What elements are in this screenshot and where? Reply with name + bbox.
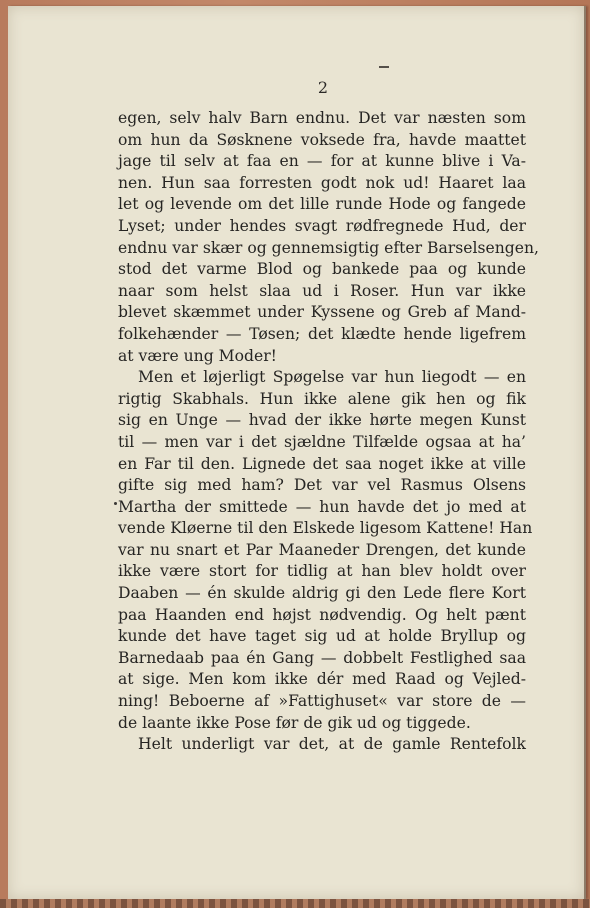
text-line: rigtig Skabhals. Hun ikke alene gik hen og fik [118,389,526,408]
text-line: nen. Hun saa forresten godt nok ud! Haaret laa [118,173,526,192]
text-line: paa Haanden end højst nødvendig. Og helt pænt [118,605,526,624]
page-bottom-edge [0,899,590,908]
text-line: gifte sig med ham? Det var vel Rasmus Olsens [118,476,526,495]
text-line: Martha der smittede — hun havde det jo med at [118,497,526,516]
body-text [118,108,539,756]
page-number: 2 [317,78,329,97]
text-line: Barnedaab paa én Gang — dobbelt Festlighed saa [118,648,526,667]
text-line: de laante ikke Pose før de gik ud og tiggede. [118,713,471,732]
text-line: endnu var skær og gennemsigtig efter Barselsengen, [118,238,539,257]
text-line: egen, selv halv Barn endnu. Det var næsten som [118,109,526,127]
text-line: let og levende om det lille runde Hode og fangede [118,195,526,214]
text-line: Daaben — én skulde aldrig gi den Lede flere Kort [118,584,526,603]
text-line: var nu snart et Par Maaneder Drengen, det kunde [118,540,526,559]
text-line: stod det varme Blod og bankede paa og kunde [118,260,526,279]
text-line: folkehænder — Tøsen; det klædte hende ligefrem [118,324,526,343]
text-line: Men et løjerligt Spøgelse var hun liegodt — en [138,368,526,387]
text-line: en Far til den. Lignede det saa noget ikke at ville [118,454,526,473]
text-line: sig en Unge — hvad der ikke hørte megen Kunst [118,411,526,430]
text-line: ning! Beboerne af »Fattighuset« var store de — [118,692,526,711]
margin-speck [114,502,117,505]
text-line: om hun da Søsknene voksede fra, havde maattet [118,130,526,149]
text-line: at være ung Moder! [118,346,277,365]
text-line: Helt underligt var det, at de gamle Rentefolk [138,735,526,754]
text-line: at sige. Men kom ikke dér med Raad og Vejled- [118,670,526,689]
text-line: ikke være stort for tidlig at han blev holdt over [118,562,526,581]
text-line: Lyset; under hendes svagt rødfregnede Hud, der [118,216,526,235]
text-line: vende Kløerne til den Elskede ligesom Kattene! Han [118,519,533,538]
text-line: naar som helst slaa ud i Roser. Hun var ikke [118,281,526,300]
text-line: til — men var i det sjældne Tilfælde ogsaa at ha’ [118,432,526,451]
text-line: blevet skæmmet under Kyssene og Greb af Mand- [118,303,526,322]
text-line: kunde det have taget sig ud at holde Bryllup og [118,627,526,646]
print-mark [379,66,389,68]
text-line: jage til selv at faa en — for at kunne blive i Va- [118,152,526,171]
book-page [8,6,586,899]
